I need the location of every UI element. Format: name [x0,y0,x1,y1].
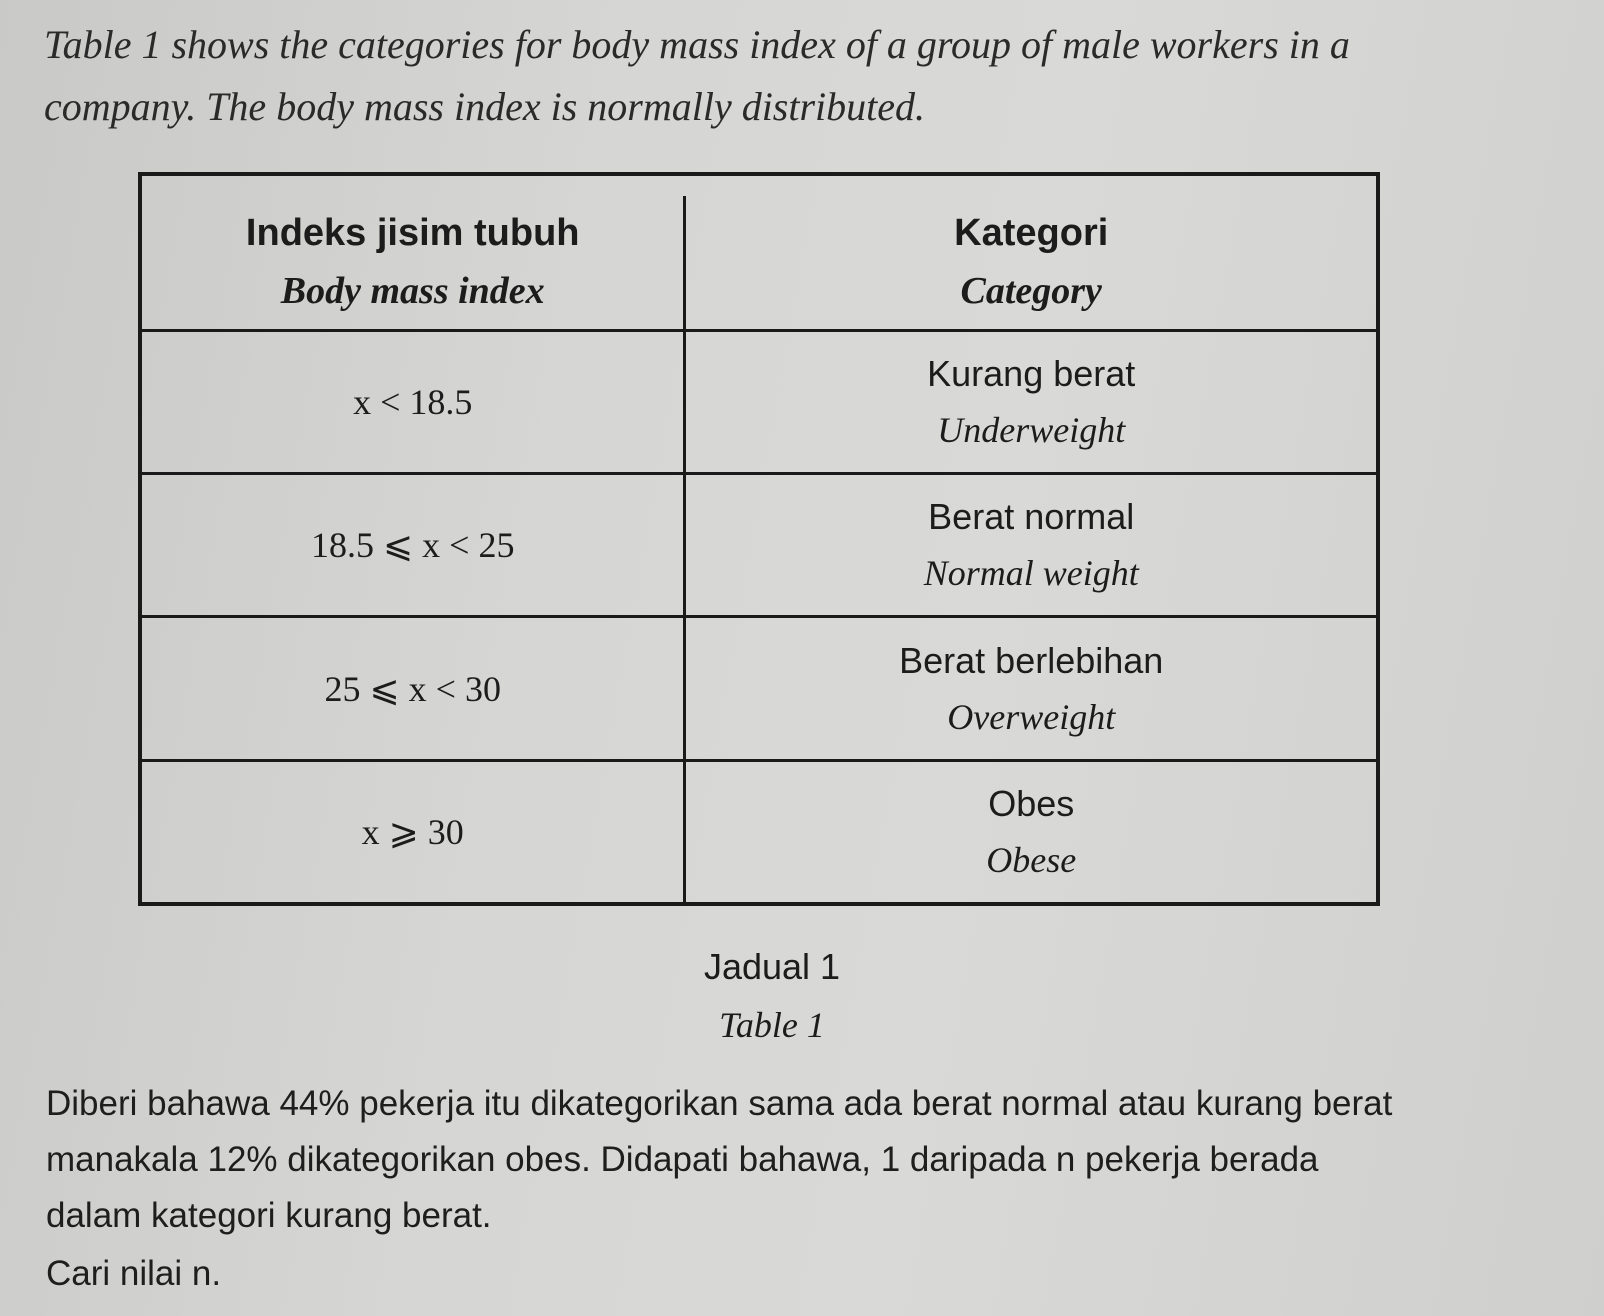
bmi-range: 18.5 ⩽ x < 25 [310,525,515,566]
intro-text [44,14,1564,138]
bmi-range-cell [142,474,685,617]
paragraph-line-1: Diberi bahawa 44% pekerja itu dikategorikan sama ada berat normal atau kurang berat [46,1084,1393,1123]
header-bmi [142,196,685,330]
category-ms: Berat normal [928,496,1135,538]
question-text: Cari nilai n. [46,1254,222,1293]
table-row [142,617,1376,760]
category-cell [685,760,1376,902]
bmi-range: 25 ⩽ x < 30 [324,668,501,709]
category-ms: Obes [988,782,1075,824]
bmi-range: x < 18.5 [353,381,473,422]
bmi-range-cell [142,760,685,902]
bmi-range: x ⩾ 30 [361,811,464,852]
header-bmi-en: Body mass index [280,270,545,313]
paragraph-line-3: dalam kategori kurang berat. [46,1196,492,1235]
category-en: Underweight [937,409,1126,450]
bmi-range-cell [142,617,685,760]
intro-line-2: company. The body mass index is normally distributed. [44,84,926,129]
table-caption-ms: Jadual 1 [703,946,841,987]
table-caption-en: Table 1 [719,1005,825,1045]
category-ms: Kurang berat [927,352,1136,394]
table-row [142,760,1376,902]
header-category [685,196,1376,330]
bmi-range-cell [142,330,685,473]
category-ms: Berat berlebihan [899,639,1164,681]
table-row [142,474,1376,617]
bmi-table [142,196,1376,902]
given-paragraph [46,1076,1566,1244]
header-bmi-ms: Indeks jisim tubuh [245,212,580,255]
header-category-en: Category [960,270,1102,313]
header-category-ms: Kategori [954,212,1109,255]
category-cell [685,617,1376,760]
category-cell [685,474,1376,617]
table-header-row [142,196,1376,330]
table-row [142,330,1376,473]
bmi-table-frame [138,172,1380,906]
category-cell [685,330,1376,473]
category-en: Normal weight [923,553,1139,594]
paragraph-line-2: manakala 12% dikategorikan obes. Didapati bahawa, 1 daripada n pekerja berada [46,1140,1319,1179]
intro-line-1: Table 1 shows the categories for body mass index of a group of male workers in a [44,22,1350,67]
category-en: Overweight [947,696,1116,737]
category-en: Obese [986,839,1077,880]
